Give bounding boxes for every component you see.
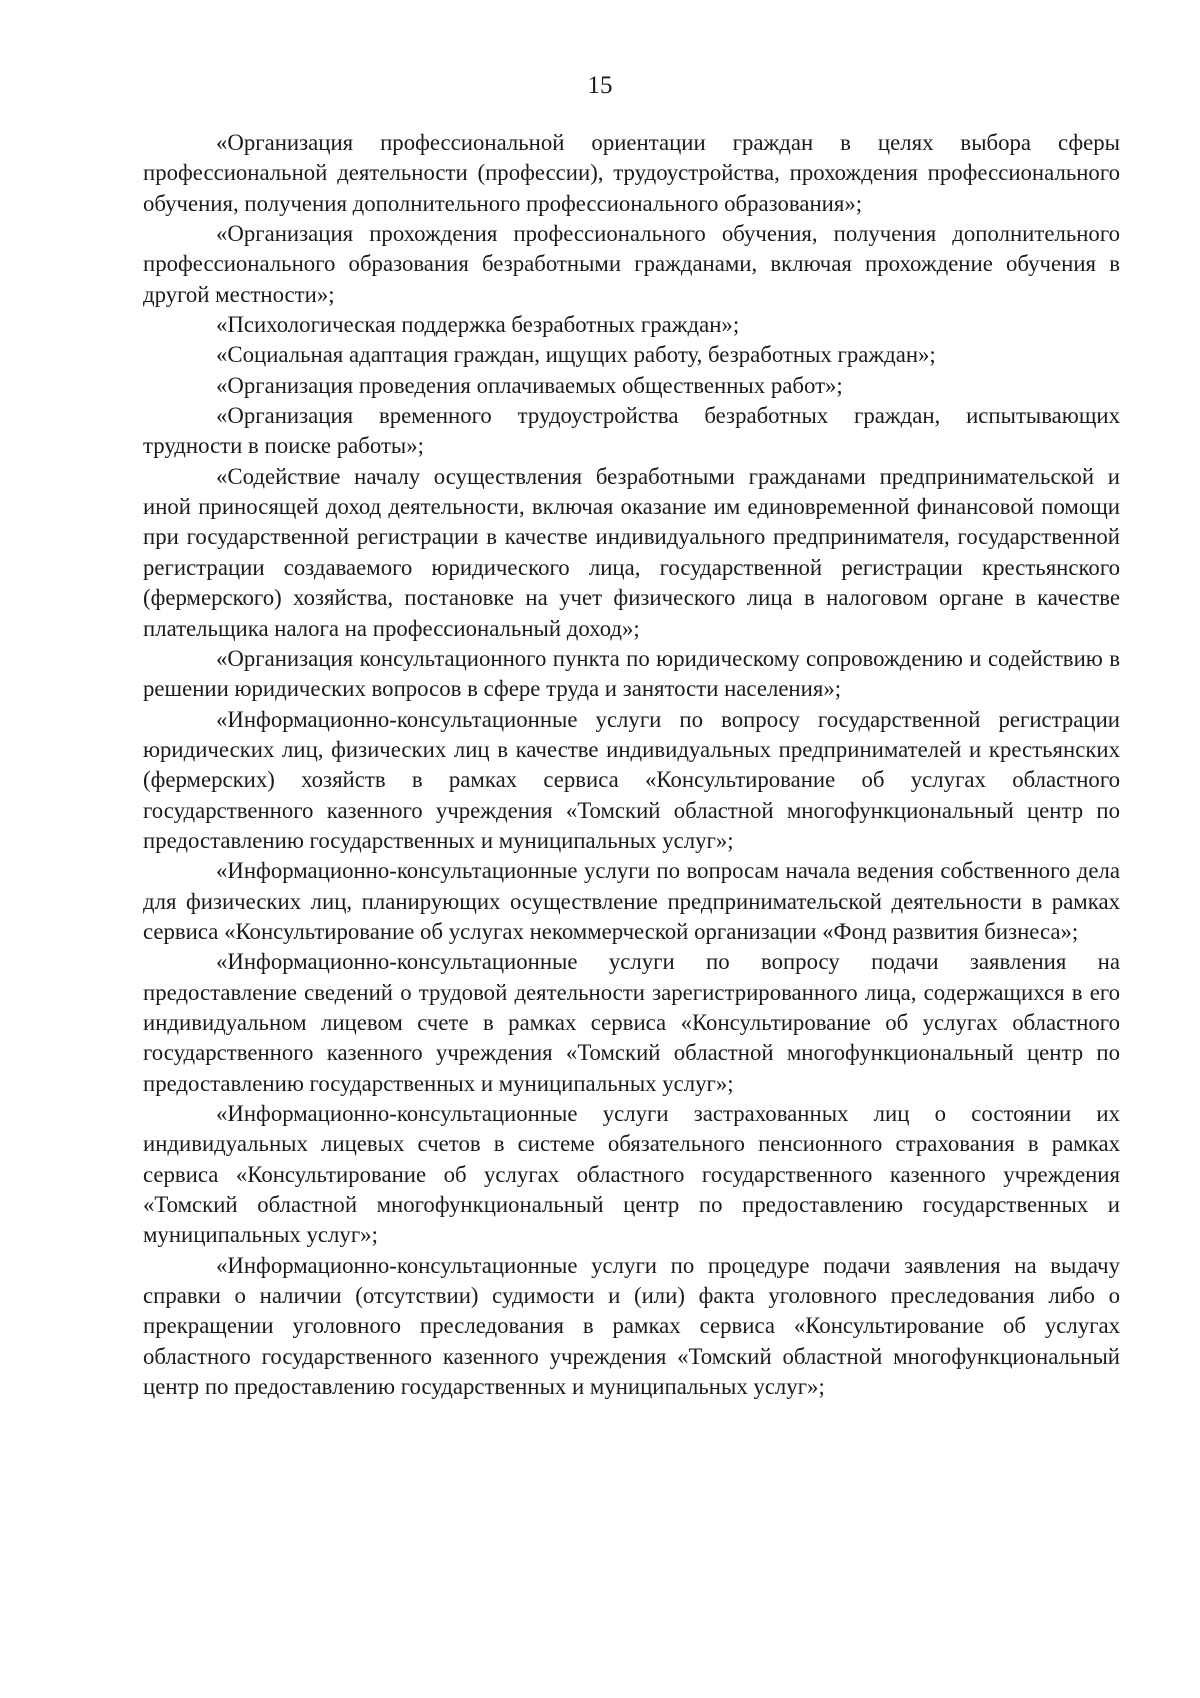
paragraph: «Содействие началу осуществления безработными гражданами предпринимательской и иной приносящей доход деятельности, включая оказание им единовременной финансовой помощи при государственной регистрации в качестве индивидуального предпринимателя, государственной регистрации создаваемого юридического лица, государственной регистрации крестьянского (фермерского) хозяйства, постановке на учет физического лица в налоговом органе в качестве плательщика налога на профессиональный доход»;: [143, 463, 1120, 641]
document-body: [143, 128, 1120, 1402]
paragraph: «Психологическая поддержка безработных граждан»;: [216, 312, 740, 338]
page-number: 15: [587, 72, 613, 99]
paragraph: «Организация прохождения профессионального обучения, получения дополнительного профессионального образования безработными гражданами, включая прохождение обучения в другой местности»;: [143, 221, 1120, 307]
paragraph: «Организация временного трудоустройства безработных граждан, испытывающих трудности в поиске работы»;: [143, 403, 1120, 459]
paragraph: «Информационно-консультационные услуги по вопросу подачи заявления на предоставление сведений о трудовой деятельности зарегистрированного лица, содержащихся в его индивидуальном лицевом счете в рамках сервиса «Консультирование об услугах областного государственного казенного учреждения «Томский областной многофункциональный центр по предоставлению государственных и муниципальных услуг»;: [143, 949, 1120, 1096]
paragraph: «Социальная адаптация граждан, ищущих работу, безработных граждан»;: [216, 342, 936, 368]
paragraph: «Информационно-консультационные услуги застрахованных лиц о состоянии их индивидуальных лицевых счетов в системе обязательного пенсионного страхования в рамках сервиса «Консультирование об услугах областного государственного казенного учреждения «Томский областной многофункциональный центр по предоставлению государственных и муниципальных услуг»;: [143, 1101, 1120, 1248]
paragraph: «Информационно-консультационные услуги по вопросам начала ведения собственного дела для физических лиц, планирующих осуществление предпринимательской деятельности в рамках сервиса «Консультирование об услугах некоммерческой организации «Фонд развития бизнеса»;: [143, 858, 1120, 944]
paragraph: «Информационно-консультационные услуги по процедуре подачи заявления на выдачу справки о наличии (отсутствии) судимости и (или) факта уголовного преследования либо о прекращении уголовного преследования в рамках сервиса «Консультирование об услугах областного государственного казенного учреждения «Томский областной многофункциональный центр по предоставлению государственных и муниципальных услуг»;: [143, 1252, 1120, 1400]
paragraph: «Информационно-консультационные услуги по вопросу государственной регистрации юридических лиц, физических лиц в качестве индивидуальных предпринимателей и крестьянских (фермерских) хозяйств в рамках сервиса «Консультирование об услугах областного государственного казенного учреждения «Томский областной многофункциональный центр по предоставлению государственных и муниципальных услуг»;: [143, 706, 1120, 853]
paragraph: «Организация проведения оплачиваемых общественных работ»;: [216, 372, 843, 398]
paragraph: «Организация консультационного пункта по юридическому сопровождению и содействию в решении юридических вопросов в сфере труда и занятости населения»;: [143, 645, 1120, 702]
paragraph: «Организация профессиональной ориентации граждан в целях выбора сферы профессиональной деятельности (профессии), трудоустройства, прохождения профессионального обучения, получения дополнительного профессионального образования»;: [143, 130, 1120, 216]
